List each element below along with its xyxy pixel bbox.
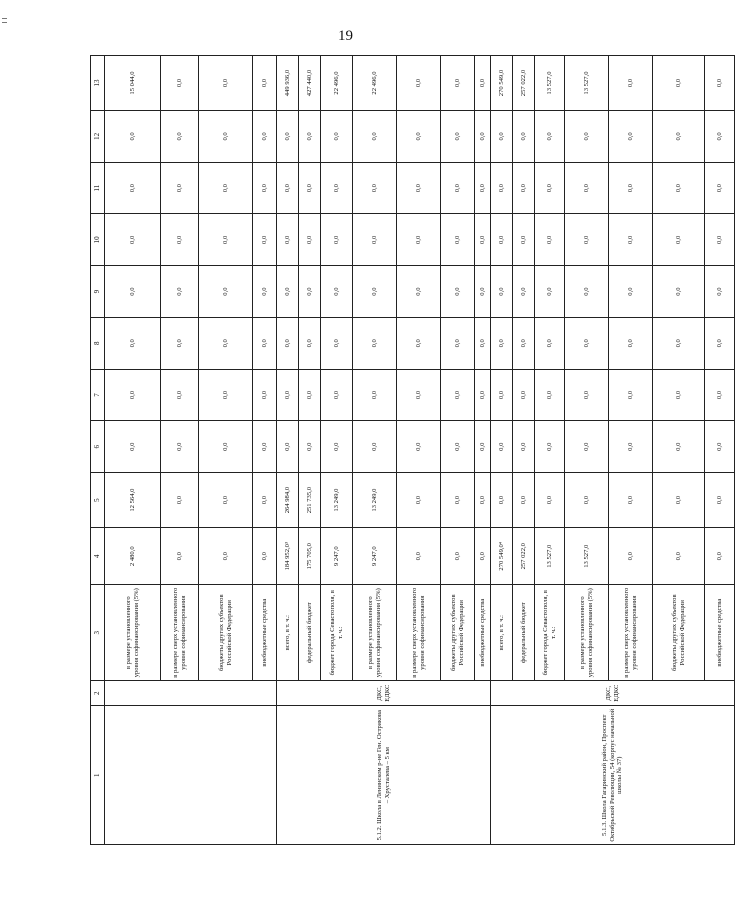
financing-table — [90, 55, 735, 845]
value-cell: 0,0 — [321, 214, 353, 266]
value-cell: 0,0 — [535, 266, 565, 318]
funding-source-cell: в размере установленного уровня софинансирования (5%) — [353, 585, 397, 681]
value-cell: 0,0 — [609, 214, 653, 266]
funding-source-cell: бюджет города Севастополя, в т. ч.: — [321, 585, 353, 681]
value-cell: 0,0 — [353, 369, 397, 421]
value-cell: 0,0 — [705, 266, 735, 318]
value-cell: 0,0 — [105, 214, 161, 266]
value-cell: 0,0 — [321, 369, 353, 421]
value-cell: 0,0 — [161, 111, 199, 163]
value-cell: 13 527,0 — [535, 528, 565, 585]
value-cell: 0,0 — [353, 421, 397, 473]
executor-cell: ДКС, ЕДКС — [491, 681, 735, 706]
value-cell: 0,0 — [565, 111, 609, 163]
value-cell: 0,0 — [321, 421, 353, 473]
funding-source-cell: бюджет города Севастополя, в т. ч.: — [535, 585, 565, 681]
value-cell: 0,0 — [277, 369, 299, 421]
value-cell: 0,0 — [441, 369, 475, 421]
value-cell: 0,0 — [253, 111, 277, 163]
funding-source-cell: внебюджетные средства — [705, 585, 735, 681]
value-cell: 0,0 — [653, 317, 705, 369]
value-cell: 0,0 — [609, 111, 653, 163]
value-cell: 0,0 — [609, 317, 653, 369]
value-cell: 0,0 — [565, 369, 609, 421]
funding-source-cell: бюджеты других субъектов Российской Федерации — [199, 585, 253, 681]
value-cell: 0,0 — [161, 421, 199, 473]
value-cell: 0,0 — [535, 214, 565, 266]
value-cell: 0,0 — [299, 111, 321, 163]
value-cell: 0,0 — [105, 421, 161, 473]
value-cell: 0,0 — [321, 162, 353, 214]
value-cell: 0,0 — [609, 421, 653, 473]
value-cell: 0,0 — [199, 56, 253, 111]
value-cell: 0,0 — [161, 266, 199, 318]
value-cell: 0,0 — [397, 214, 441, 266]
funding-source-cell: в размере сверх установленного уровня софинансирования — [161, 585, 199, 681]
header-col-3: 3 — [91, 585, 105, 681]
value-cell: 0,0 — [653, 111, 705, 163]
header-col-6: 6 — [91, 421, 105, 473]
value-cell: 13 527,0 — [535, 56, 565, 111]
funding-source-cell: в размере сверх установленного уровня софинансирования — [397, 585, 441, 681]
value-cell: 0,0 — [277, 266, 299, 318]
value-cell: 0,0 — [535, 317, 565, 369]
value-cell: 0,0 — [161, 473, 199, 528]
value-cell: 0,0 — [277, 214, 299, 266]
funding-source-cell: бюджеты других субъектов Российской Федерации — [653, 585, 705, 681]
table-row — [105, 56, 161, 845]
value-cell: 0,0 — [353, 162, 397, 214]
value-cell: 0,0 — [653, 266, 705, 318]
value-cell: 270 549,0 — [491, 56, 513, 111]
value-cell: 0,0 — [475, 421, 491, 473]
funding-source-cell: федеральный бюджет — [513, 585, 535, 681]
value-cell: 0,0 — [535, 369, 565, 421]
value-cell: 0,0 — [565, 214, 609, 266]
value-cell: 0,0 — [161, 162, 199, 214]
value-cell: 257 022,0 — [513, 56, 535, 111]
value-cell: 0,0 — [299, 266, 321, 318]
value-cell: 0,0 — [705, 162, 735, 214]
value-cell: 0,0 — [475, 56, 491, 111]
rotated-table-wrapper — [90, 55, 723, 845]
value-cell: 184 952,0³ — [277, 528, 299, 585]
value-cell: 0,0 — [321, 266, 353, 318]
value-cell: 0,0 — [199, 369, 253, 421]
header-col-10: 10 — [91, 214, 105, 266]
value-cell: 175 705,0 — [299, 528, 321, 585]
value-cell: 0,0 — [441, 56, 475, 111]
value-cell: 0,0 — [353, 111, 397, 163]
value-cell: 0,0 — [475, 369, 491, 421]
value-cell: 0,0 — [397, 421, 441, 473]
value-cell: 0,0 — [535, 111, 565, 163]
value-cell: 0,0 — [705, 421, 735, 473]
header-col-9: 9 — [91, 266, 105, 318]
funding-source-cell: всего, в т. ч.: — [277, 585, 299, 681]
value-cell: 13 249,0 — [353, 473, 397, 528]
value-cell: 0,0 — [299, 162, 321, 214]
value-cell: 0,0 — [705, 317, 735, 369]
value-cell: 0,0 — [653, 473, 705, 528]
value-cell: 0,0 — [705, 111, 735, 163]
value-cell: 0,0 — [397, 56, 441, 111]
value-cell: 0,0 — [513, 421, 535, 473]
value-cell: 0,0 — [475, 317, 491, 369]
value-cell: 0,0 — [353, 214, 397, 266]
value-cell: 0,0 — [199, 111, 253, 163]
value-cell: 0,0 — [397, 528, 441, 585]
value-cell: 251 735,0 — [299, 473, 321, 528]
header-col-4: 4 — [91, 528, 105, 585]
value-cell: 0,0 — [475, 473, 491, 528]
header-col-12: 12 — [91, 111, 105, 163]
value-cell: 0,0 — [513, 162, 535, 214]
value-cell: 2 480,0 — [105, 528, 161, 585]
value-cell: 0,0 — [491, 214, 513, 266]
value-cell: 0,0 — [353, 317, 397, 369]
value-cell: 0,0 — [609, 473, 653, 528]
value-cell: 0,0 — [491, 162, 513, 214]
table-body — [91, 56, 735, 845]
value-cell: 0,0 — [491, 369, 513, 421]
value-cell: 0,0 — [491, 111, 513, 163]
header-col-7: 7 — [91, 369, 105, 421]
value-cell: 0,0 — [397, 162, 441, 214]
funding-source-cell: внебюджетные средства — [475, 585, 491, 681]
value-cell: 0,0 — [705, 214, 735, 266]
value-cell: 0,0 — [653, 56, 705, 111]
value-cell: 0,0 — [253, 473, 277, 528]
funding-source-cell: федеральный бюджет — [299, 585, 321, 681]
value-cell: 0,0 — [199, 473, 253, 528]
object-name-cell — [105, 706, 277, 845]
value-cell: 0,0 — [609, 369, 653, 421]
value-cell: 0,0 — [513, 214, 535, 266]
value-cell: 0,0 — [475, 528, 491, 585]
funding-source-cell: внебюджетные средства — [253, 585, 277, 681]
value-cell: 15 044,0 — [105, 56, 161, 111]
table-row — [491, 56, 513, 845]
value-cell: 0,0 — [441, 266, 475, 318]
value-cell: 0,0 — [397, 473, 441, 528]
value-cell: 0,0 — [441, 317, 475, 369]
value-cell: 0,0 — [441, 214, 475, 266]
value-cell: 0,0 — [491, 473, 513, 528]
value-cell: 0,0 — [535, 421, 565, 473]
value-cell: 0,0 — [535, 162, 565, 214]
value-cell: 0,0 — [277, 162, 299, 214]
value-cell: 0,0 — [491, 266, 513, 318]
value-cell: 0,0 — [253, 214, 277, 266]
value-cell: 0,0 — [277, 317, 299, 369]
header-col-11: 11 — [91, 162, 105, 214]
header-col-13: 13 — [91, 56, 105, 111]
page-number: 19 — [338, 28, 353, 44]
value-cell: 0,0 — [397, 111, 441, 163]
value-cell: 9 247,0 — [353, 528, 397, 585]
header-col-5: 5 — [91, 473, 105, 528]
value-cell: 0,0 — [397, 266, 441, 318]
value-cell: 0,0 — [253, 528, 277, 585]
funding-source-cell: всего, в т. ч.: — [491, 585, 513, 681]
value-cell: 0,0 — [441, 162, 475, 214]
value-cell: 0,0 — [513, 369, 535, 421]
value-cell: 0,0 — [321, 317, 353, 369]
value-cell: 0,0 — [105, 369, 161, 421]
table-row — [277, 56, 299, 845]
value-cell: 0,0 — [535, 473, 565, 528]
value-cell: 0,0 — [199, 162, 253, 214]
value-cell: 0,0 — [199, 421, 253, 473]
value-cell: 0,0 — [475, 111, 491, 163]
value-cell: 0,0 — [441, 421, 475, 473]
value-cell: 0,0 — [475, 266, 491, 318]
value-cell: 22 496,0 — [321, 56, 353, 111]
value-cell: 0,0 — [705, 528, 735, 585]
value-cell: 0,0 — [161, 528, 199, 585]
value-cell: 0,0 — [653, 214, 705, 266]
value-cell: 0,0 — [565, 473, 609, 528]
value-cell: 0,0 — [253, 317, 277, 369]
value-cell: 13 527,0 — [565, 528, 609, 585]
value-cell: 0,0 — [253, 162, 277, 214]
value-cell: 0,0 — [491, 317, 513, 369]
value-cell: 0,0 — [441, 111, 475, 163]
value-cell: 12 564,0 — [105, 473, 161, 528]
value-cell: 0,0 — [321, 111, 353, 163]
value-cell: 0,0 — [565, 421, 609, 473]
value-cell: 0,0 — [653, 369, 705, 421]
value-cell: 0,0 — [565, 266, 609, 318]
value-cell: 13 527,0 — [565, 56, 609, 111]
value-cell: 0,0 — [161, 369, 199, 421]
value-cell: 0,0 — [513, 473, 535, 528]
object-name-cell: 5.1.2. Школа в Ленинском р-не Ген. Острякова – Хрусталева – 5 км — [277, 706, 491, 845]
value-cell: 0,0 — [161, 317, 199, 369]
value-cell: 0,0 — [105, 317, 161, 369]
value-cell: 0,0 — [299, 214, 321, 266]
header-col-2: 2 — [91, 681, 105, 706]
value-cell: 0,0 — [353, 266, 397, 318]
value-cell: 0,0 — [105, 266, 161, 318]
value-cell: 0,0 — [397, 317, 441, 369]
value-cell: 0,0 — [513, 266, 535, 318]
value-cell: 0,0 — [199, 214, 253, 266]
value-cell: 0,0 — [199, 317, 253, 369]
value-cell: 427 440,0 — [299, 56, 321, 111]
value-cell: 264 984,0 — [277, 473, 299, 528]
value-cell: 0,0 — [253, 421, 277, 473]
value-cell: 0,0 — [609, 56, 653, 111]
value-cell: 0,0 — [161, 214, 199, 266]
value-cell: 0,0 — [105, 111, 161, 163]
header-row — [91, 56, 105, 845]
value-cell: 0,0 — [277, 111, 299, 163]
value-cell: 9 247,0 — [321, 528, 353, 585]
value-cell: 0,0 — [513, 317, 535, 369]
value-cell: 0,0 — [253, 369, 277, 421]
value-cell: 270 549,0⁴ — [491, 528, 513, 585]
funding-source-cell: бюджеты других субъектов Российской Федерации — [441, 585, 475, 681]
value-cell: 0,0 — [299, 369, 321, 421]
value-cell: 0,0 — [609, 162, 653, 214]
value-cell: 449 936,0 — [277, 56, 299, 111]
value-cell: 0,0 — [565, 162, 609, 214]
value-cell: 0,0 — [441, 528, 475, 585]
value-cell: 0,0 — [253, 266, 277, 318]
value-cell: 0,0 — [705, 369, 735, 421]
value-cell: 0,0 — [475, 162, 491, 214]
object-name-cell: 5.1.3. Школа Гагаринский район, Проспект Октябрьской Революции, 54 (корпус начальной школы № 37) — [491, 706, 735, 845]
executor-cell: ДКС, ЕДКС — [277, 681, 491, 706]
value-cell: 0,0 — [277, 421, 299, 473]
header-col-8: 8 — [91, 317, 105, 369]
funding-source-cell: в размере установленного уровня софинансирования (5%) — [565, 585, 609, 681]
scan-edge-mark — [2, 18, 7, 19]
funding-source-cell: в размере сверх установленного уровня софинансирования — [609, 585, 653, 681]
value-cell: 0,0 — [513, 111, 535, 163]
value-cell: 0,0 — [397, 369, 441, 421]
value-cell: 0,0 — [653, 421, 705, 473]
value-cell: 0,0 — [705, 473, 735, 528]
value-cell: 0,0 — [653, 162, 705, 214]
value-cell: 0,0 — [491, 421, 513, 473]
funding-source-cell: в размере установленного уровня софинансирования (5%) — [105, 585, 161, 681]
value-cell: 0,0 — [609, 266, 653, 318]
value-cell: 0,0 — [199, 266, 253, 318]
value-cell: 0,0 — [299, 421, 321, 473]
value-cell: 0,0 — [199, 528, 253, 585]
value-cell: 0,0 — [565, 317, 609, 369]
value-cell: 0,0 — [105, 162, 161, 214]
value-cell: 0,0 — [653, 528, 705, 585]
value-cell: 0,0 — [475, 214, 491, 266]
scan-edge-mark — [2, 22, 7, 23]
value-cell: 22 496,0 — [353, 56, 397, 111]
value-cell: 13 249,0 — [321, 473, 353, 528]
value-cell: 0,0 — [253, 56, 277, 111]
value-cell: 257 022,0 — [513, 528, 535, 585]
value-cell: 0,0 — [161, 56, 199, 111]
value-cell: 0,0 — [299, 317, 321, 369]
value-cell: 0,0 — [441, 473, 475, 528]
value-cell: 0,0 — [705, 56, 735, 111]
value-cell: 0,0 — [609, 528, 653, 585]
executor-cell — [105, 681, 277, 706]
header-col-1: 1 — [91, 706, 105, 845]
